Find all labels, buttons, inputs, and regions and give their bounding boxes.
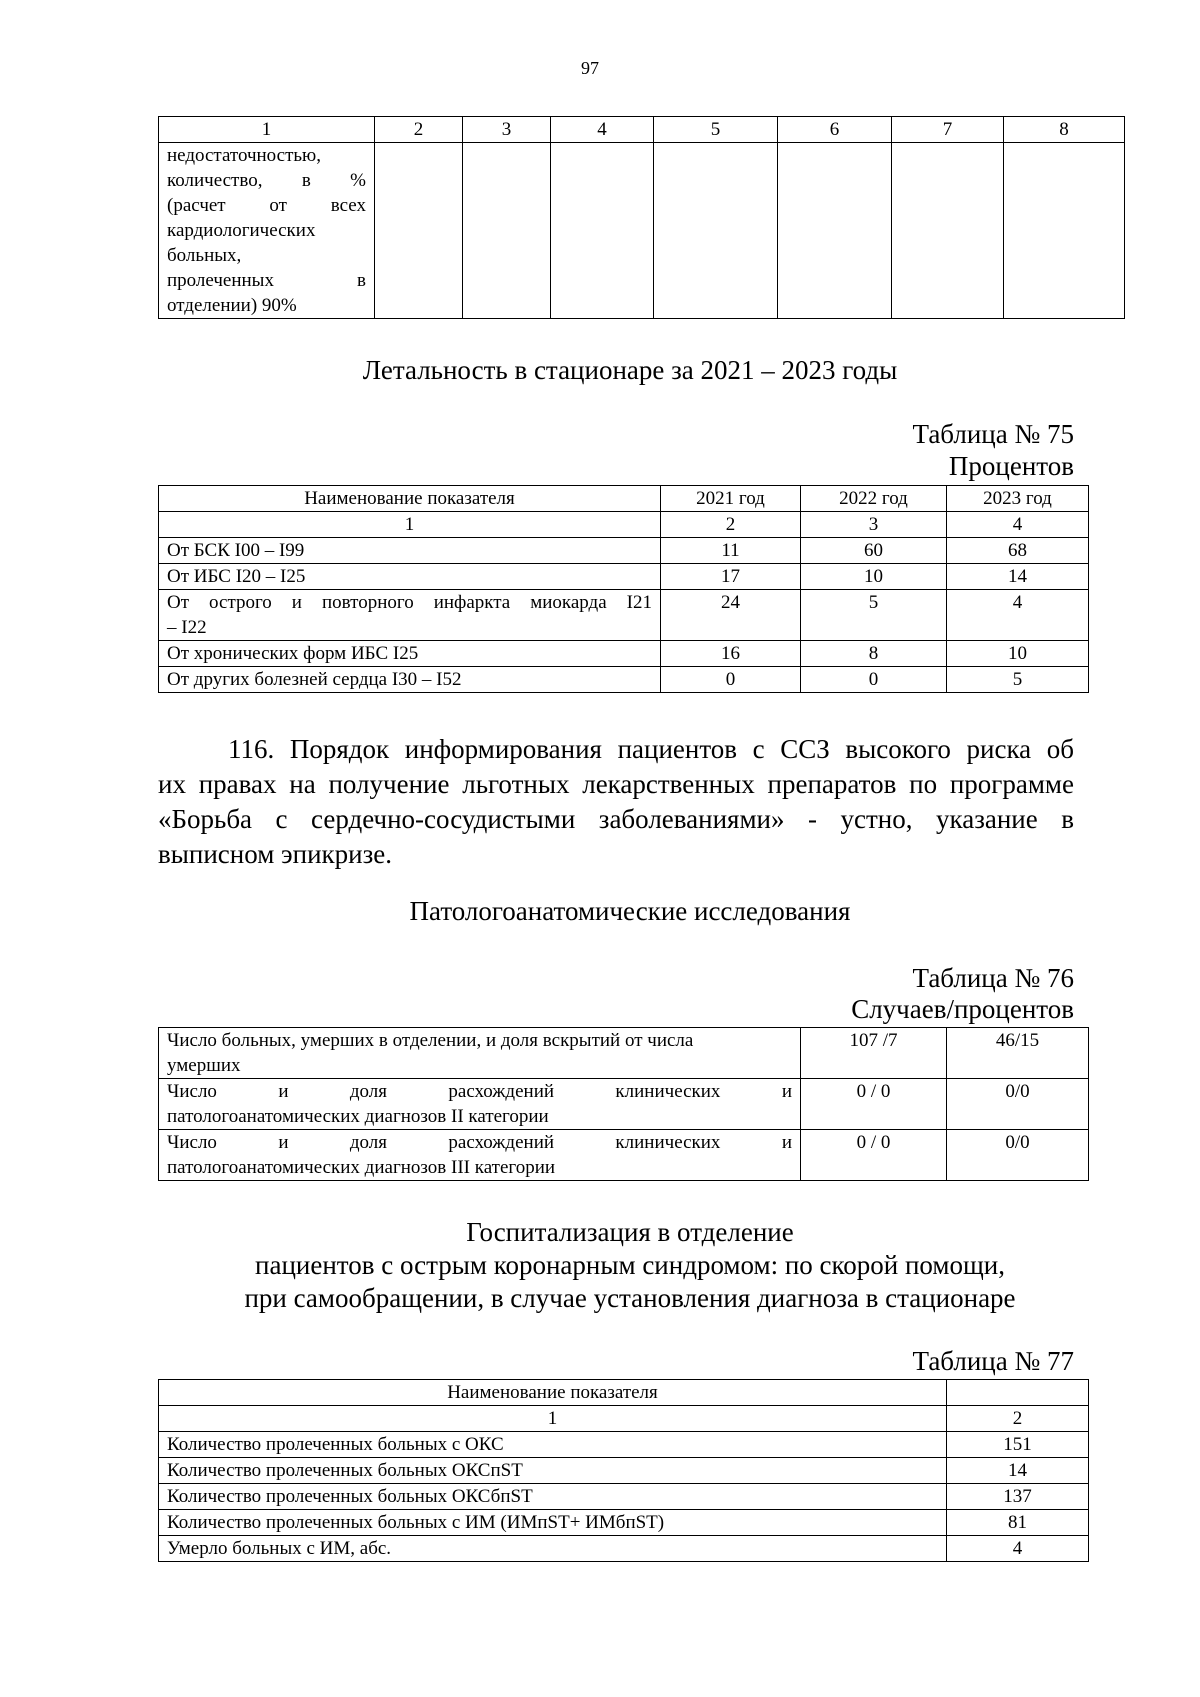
column-header: 2022 год: [801, 486, 947, 512]
value-2022: 0: [801, 667, 947, 693]
value-cell: 0 / 0: [801, 1079, 947, 1130]
empty-cell: [551, 143, 654, 319]
value-2021: 16: [661, 641, 801, 667]
indicator-name: [159, 1079, 801, 1130]
paragraph-line: 116. Порядок информирования пациентов с ССЗ высокого риска об: [228, 734, 1074, 764]
indicator-name-line: От острого и повторного инфаркта миокарда I21: [167, 592, 652, 613]
section-title-pathology: Патологоанатомические исследования: [409, 896, 851, 926]
value-2021: 17: [661, 564, 801, 590]
table-header-row: [159, 117, 1125, 143]
mortality-table: [158, 485, 1089, 693]
value-cell: 0/0: [947, 1130, 1089, 1181]
section-title-mortality: Летальность в стационаре за 2021 – 2023 годы: [362, 355, 898, 385]
value-cell: 14: [947, 1458, 1089, 1484]
table-row: [159, 1484, 1089, 1510]
column-number: 3: [801, 512, 947, 538]
indicator-name: Количество пролеченных больных ОКСпST: [159, 1458, 947, 1484]
column-number: 2: [661, 512, 801, 538]
cell-line: (расчет от всех: [167, 195, 366, 216]
table-header-cell: 6: [778, 117, 892, 143]
table-row: [159, 1028, 1089, 1079]
value-cell: 4: [947, 1536, 1089, 1562]
indicator-name-line: патологоанатомических диагнозов III категории: [167, 1157, 556, 1178]
indicator-name-line: – I22: [167, 617, 207, 638]
column-header: 2023 год: [947, 486, 1089, 512]
indicator-name-line: Число и доля расхождений клинических и: [167, 1081, 792, 1102]
indicator-name-line: умерших: [167, 1055, 241, 1076]
indicator-name: От БСК I00 – I99: [159, 538, 661, 564]
table-row: [159, 641, 1089, 667]
indicator-name: От других болезней сердца I30 – I52: [159, 667, 661, 693]
indicator-name: [159, 590, 661, 641]
column-header: Наименование показателя: [159, 1380, 947, 1406]
value-cell: 46/15: [947, 1028, 1089, 1079]
table-row: [159, 1536, 1089, 1562]
indicator-name: Количество пролеченных больных с ИМ (ИМпST+ ИМбпST): [159, 1510, 947, 1536]
value-cell: 0/0: [947, 1079, 1089, 1130]
table-header-cell: 1: [159, 117, 375, 143]
value-2022: 60: [801, 538, 947, 564]
numbering-row: [159, 1406, 1089, 1432]
empty-cell: [778, 143, 892, 319]
title-line: пациентов с острым коронарным синдромом: по скорой помощи,: [255, 1250, 1005, 1280]
table-75-units: Процентов: [948, 451, 1074, 481]
value-2022: 8: [801, 641, 947, 667]
table-row: [159, 1510, 1089, 1536]
cell-line: отделении) 90%: [167, 295, 297, 316]
column-number: 1: [159, 512, 661, 538]
value-cell: 137: [947, 1484, 1089, 1510]
table-header-cell: 2: [375, 117, 463, 143]
indicator-name: Умерло больных с ИМ, абс.: [159, 1536, 947, 1562]
empty-cell: [463, 143, 551, 319]
table-header-cell: 8: [1004, 117, 1125, 143]
table-header-cell: 5: [654, 117, 778, 143]
value-2021: 11: [661, 538, 801, 564]
hospitalization-table: [158, 1379, 1089, 1562]
value-2022: 10: [801, 564, 947, 590]
page-number: 97: [581, 58, 599, 78]
cell-line: больных,: [167, 245, 242, 266]
indicator-name: Количество пролеченных больных с ОКС: [159, 1432, 947, 1458]
title-line: при самообращении, в случае установления диагноза в стационаре: [244, 1283, 1016, 1313]
empty-cell: [892, 143, 1004, 319]
column-number: 4: [947, 512, 1089, 538]
column-number: 2: [947, 1406, 1089, 1432]
section-title-hospitalization: [158, 1216, 1102, 1315]
cell-line: количество, в %: [167, 170, 366, 191]
indicator-name: Количество пролеченных больных ОКСбпST: [159, 1484, 947, 1510]
indicator-name: [159, 1130, 801, 1181]
table-header-cell: 3: [463, 117, 551, 143]
table-row: [159, 1432, 1089, 1458]
indicator-name: [159, 1028, 801, 1079]
value-2021: 24: [661, 590, 801, 641]
table-row: [159, 667, 1089, 693]
numbering-row: [159, 512, 1089, 538]
table-row: [159, 590, 1089, 641]
value-2023: 68: [947, 538, 1089, 564]
paragraph-116: [158, 732, 1074, 872]
empty-cell: [1004, 143, 1125, 319]
table-header-row: [159, 1380, 1089, 1406]
table-76-label: Таблица № 76: [912, 963, 1074, 993]
table-row: [159, 564, 1089, 590]
table-header-cell: 7: [892, 117, 1004, 143]
indicator-name-line: патологоанатомических диагнозов II категории: [167, 1106, 549, 1127]
table-77-label: Таблица № 77: [912, 1346, 1074, 1376]
column-header: 2021 год: [661, 486, 801, 512]
column-header: [947, 1380, 1089, 1406]
value-cell: 151: [947, 1432, 1089, 1458]
table-header-row: [159, 486, 1089, 512]
value-2021: 0: [661, 667, 801, 693]
value-cell: 81: [947, 1510, 1089, 1536]
table-row: [159, 1130, 1089, 1181]
paragraph-line: «Борьба с сердечно-сосудистыми заболеваниями» - устно, указание в: [158, 804, 1074, 834]
table-row: [159, 538, 1089, 564]
table-76-units: Случаев/процентов: [851, 994, 1074, 1024]
paragraph-line: их правах на получение льготных лекарственных препаратов по программе: [158, 769, 1074, 799]
value-2023: 10: [947, 641, 1089, 667]
indicator-name: От ИБС I20 – I25: [159, 564, 661, 590]
table-row: [159, 1079, 1089, 1130]
cell-line: пролеченных в: [167, 270, 366, 291]
value-2023: 14: [947, 564, 1089, 590]
table-75-label: Таблица № 75: [912, 419, 1074, 449]
value-2023: 4: [947, 590, 1089, 641]
value-cell: 107 /7: [801, 1028, 947, 1079]
value-cell: 0 / 0: [801, 1130, 947, 1181]
indicator-cell: [159, 143, 375, 319]
paragraph-line: выписном эпикризе.: [158, 839, 392, 869]
column-number: 1: [159, 1406, 947, 1432]
continuation-table: [158, 116, 1125, 319]
indicator-name-line: Число и доля расхождений клинических и: [167, 1132, 792, 1153]
title-line: Госпитализация в отделение: [466, 1217, 794, 1247]
cell-line: кардиологических: [167, 220, 316, 241]
cell-line: недостаточностью,: [167, 145, 322, 166]
table-header-cell: 4: [551, 117, 654, 143]
value-2023: 5: [947, 667, 1089, 693]
column-header: Наименование показателя: [159, 486, 661, 512]
table-row: [159, 143, 1125, 319]
value-2022: 5: [801, 590, 947, 641]
empty-cell: [654, 143, 778, 319]
indicator-name-line: Число больных, умерших в отделении, и доля вскрытий от числа: [167, 1030, 694, 1051]
empty-cell: [375, 143, 463, 319]
indicator-name: От хронических форм ИБС I25: [159, 641, 661, 667]
table-row: [159, 1458, 1089, 1484]
pathology-table: [158, 1027, 1089, 1181]
